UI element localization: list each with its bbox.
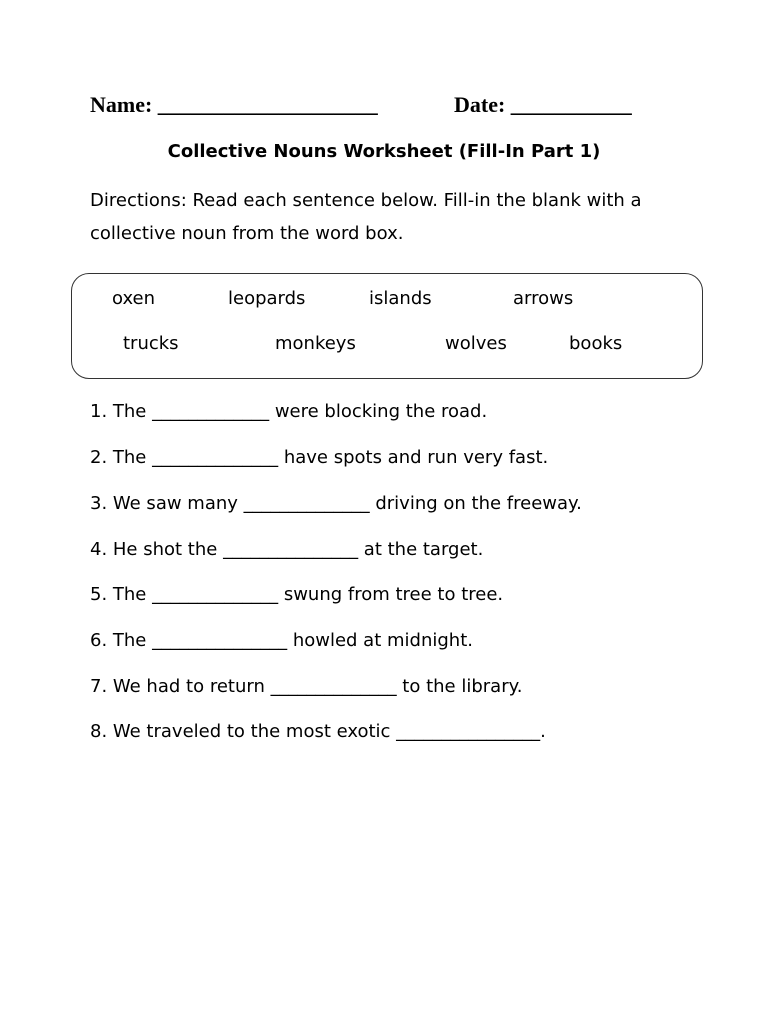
word-box-item: leopards — [228, 288, 306, 309]
worksheet-title: Collective Nouns Worksheet (Fill-In Part 1) — [167, 141, 601, 162]
directions-text: Directions: Read each sentence below. Fill-in the blank with a collective noun from the word box. — [90, 190, 642, 244]
word-box-item: islands — [369, 288, 432, 309]
sentence-4: 4. He shot the _______________ at the target. — [90, 539, 484, 560]
sentence-8: 8. We traveled to the most exotic ________________. — [90, 721, 546, 742]
word-box-item: wolves — [445, 333, 507, 354]
word-box-item: books — [569, 333, 623, 354]
date-field-line: Date: ___________ — [454, 92, 632, 117]
word-box — [71, 273, 703, 379]
word-box-item: trucks — [123, 333, 179, 354]
sentence-7: 7. We had to return ______________ to the library. — [90, 676, 523, 697]
name-field-line: Name: ____________________ — [90, 92, 378, 117]
word-box-item: monkeys — [275, 333, 356, 354]
sentence-6: 6. The _______________ howled at midnight. — [90, 630, 473, 651]
sentence-1: 1. The _____________ were blocking the road. — [90, 401, 488, 422]
sentence-3: 3. We saw many ______________ driving on the freeway. — [90, 493, 582, 514]
sentence-5: 5. The ______________ swung from tree to tree. — [90, 584, 504, 605]
sentence-2: 2. The ______________ have spots and run very fast. — [90, 447, 549, 468]
word-box-item: oxen — [112, 288, 156, 309]
word-box-item: arrows — [513, 288, 574, 309]
